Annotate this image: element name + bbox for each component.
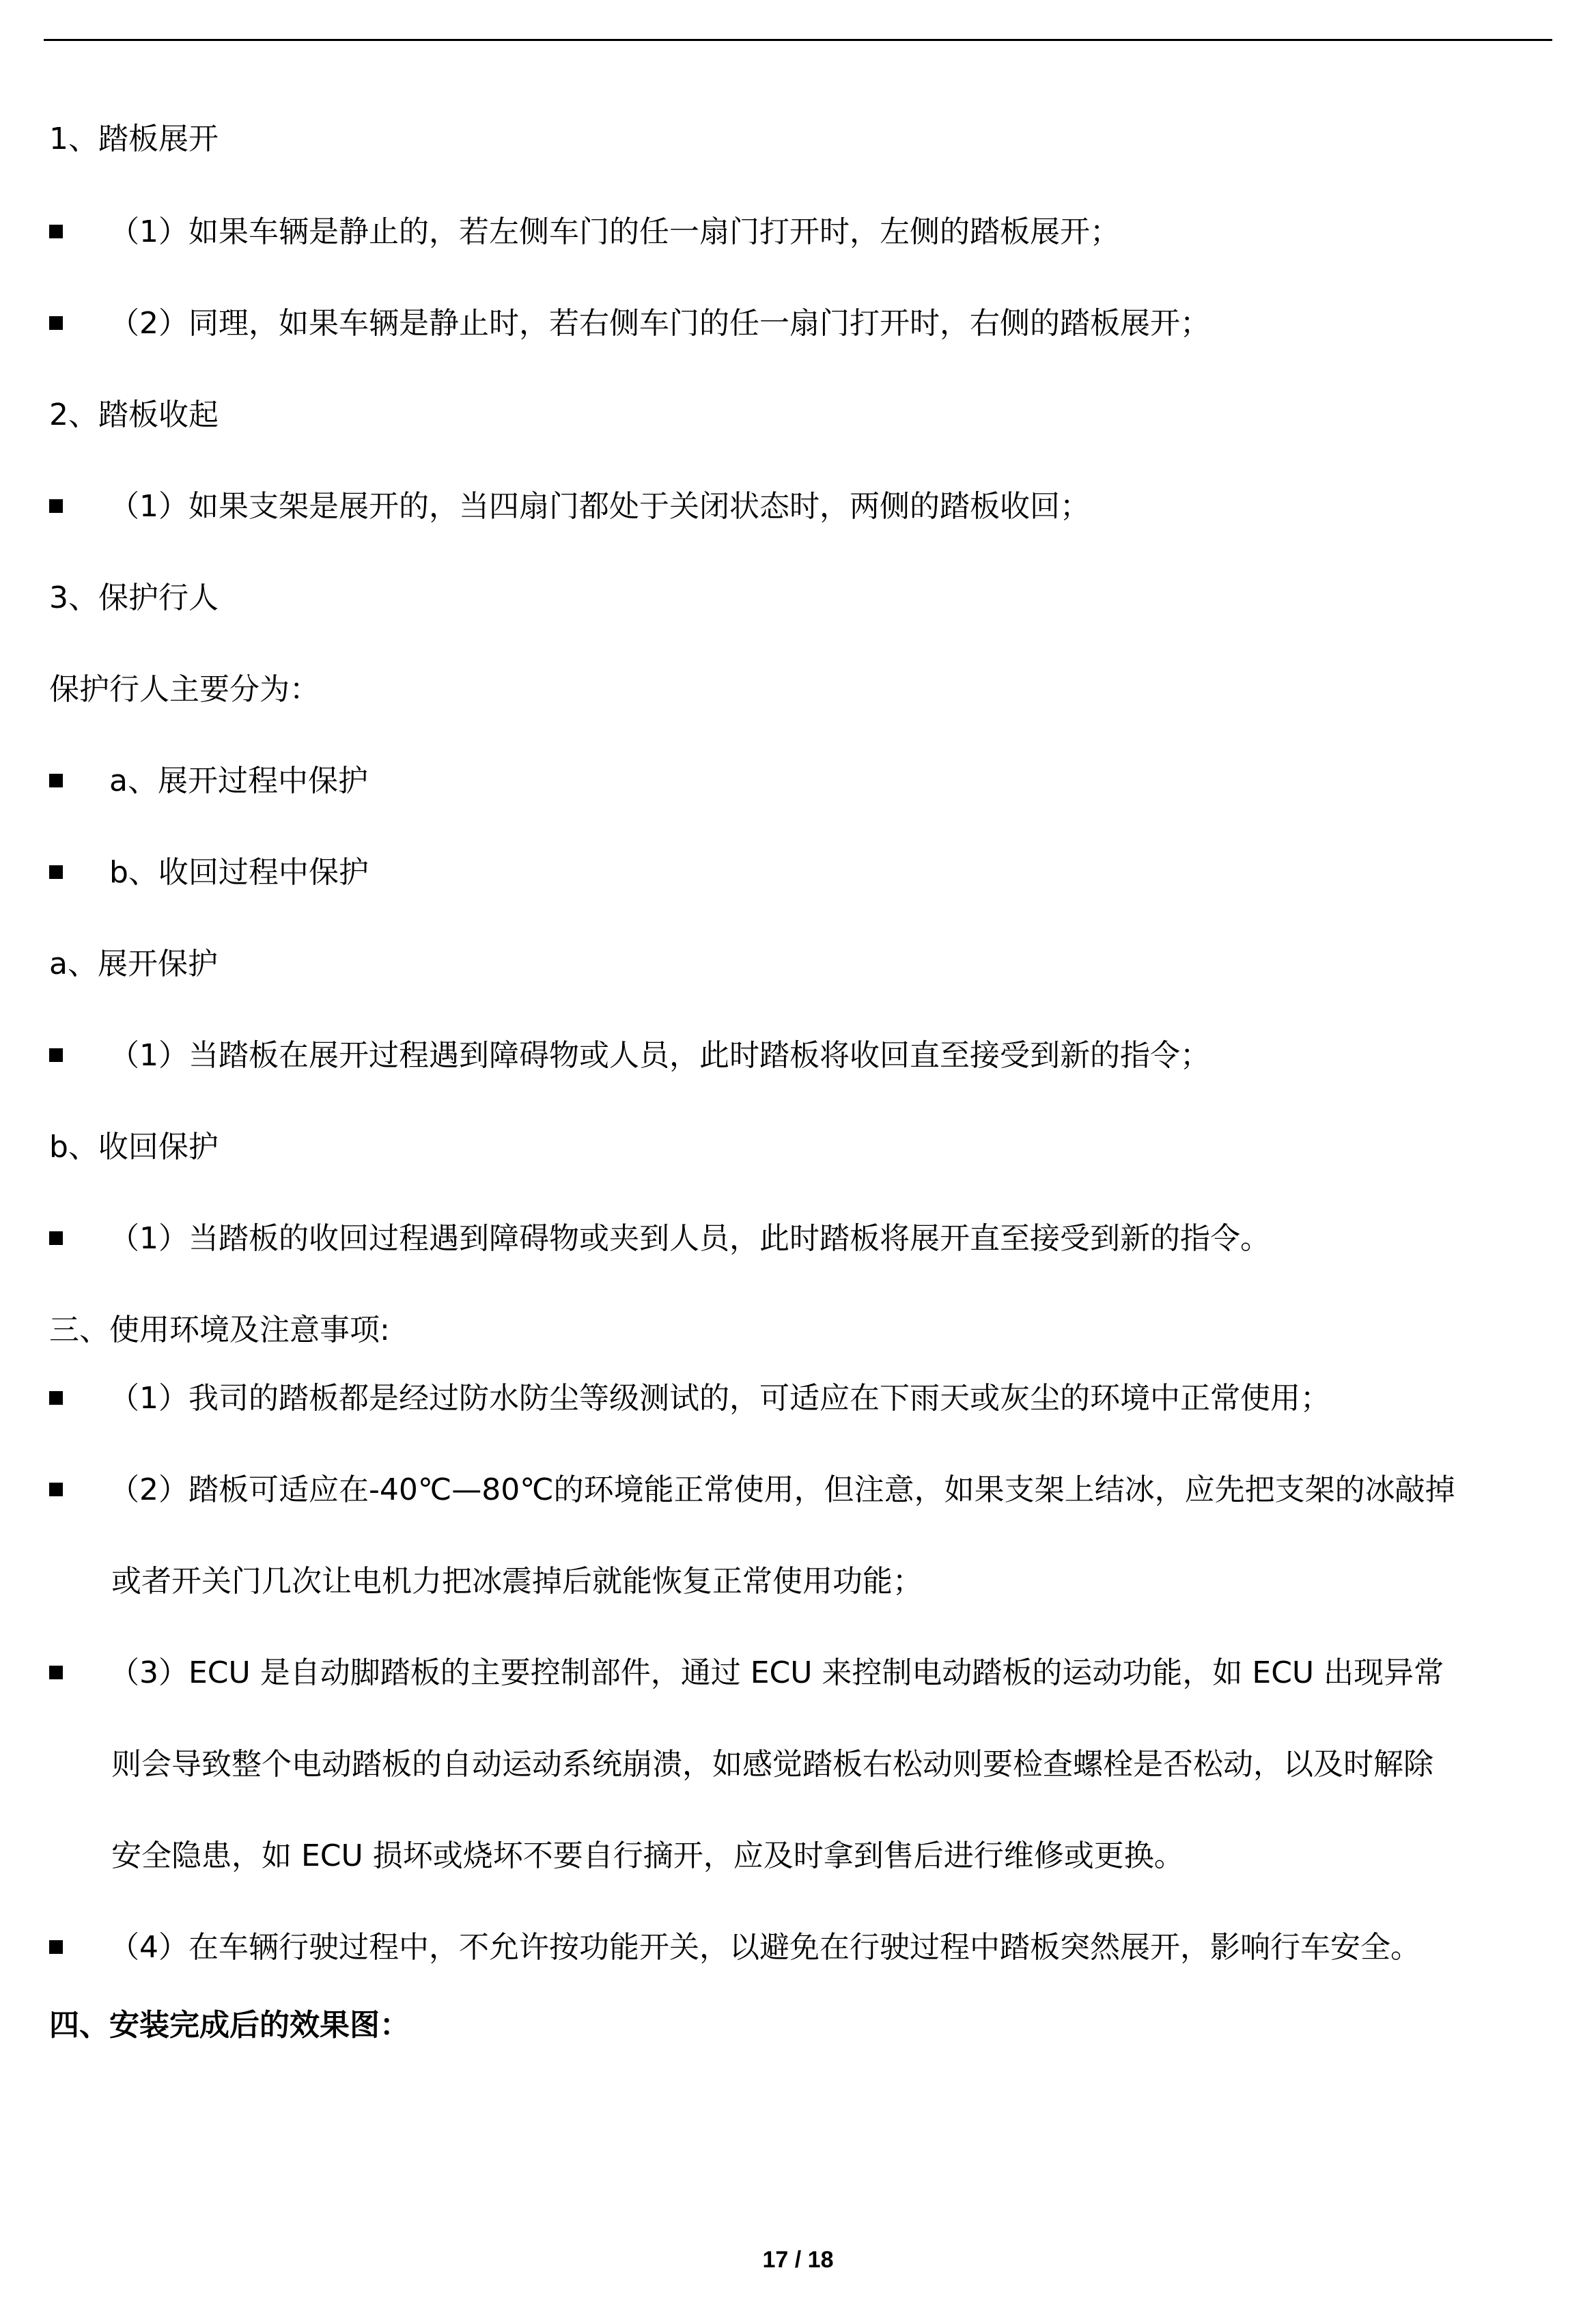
list-item-text: （2）踏板可适应在-40℃—80℃的环境能正常使用，但注意，如果支架上结冰，应先把支架的冰敲掉 (109, 1472, 1455, 1507)
list-item-continuation: 或者开关门几次让电机力把冰震掉后就能恢复正常使用功能； (111, 1564, 923, 1599)
list-item-text: a、展开过程中保护 (109, 764, 368, 798)
subheading-deploy-protection: a、展开保护 (49, 947, 218, 981)
section-heading-installation-result: 四、安装完成后的效果图： (49, 2008, 410, 2043)
bullet-square-icon (49, 865, 63, 879)
section-heading-pedal-deploy: 1、踏板展开 (49, 122, 219, 156)
bullet-square-icon (49, 225, 63, 238)
bullet-square-icon (49, 774, 63, 787)
list-item-text: （2）同理，如果车辆是静止时，若右侧车门的任一扇门打开时，右侧的踏板展开； (109, 306, 1210, 341)
paragraph-protection-intro: 保护行人主要分为： (49, 672, 320, 707)
list-item-text: b、收回过程中保护 (109, 855, 369, 890)
section-heading-pedal-retract: 2、踏板收起 (49, 397, 219, 432)
list-item-text: （1）我司的踏板都是经过防水防尘等级测试的，可适应在下雨天或灰尘的环境中正常使用； (109, 1381, 1330, 1416)
section-heading-environment: 三、使用环境及注意事项: (49, 1313, 390, 1347)
list-item-text: （1）当踏板在展开过程遇到障碍物或人员，此时踏板将收回直至接受到新的指令； (109, 1038, 1210, 1073)
section-heading-pedestrian-protection: 3、保护行人 (49, 580, 219, 615)
bullet-square-icon (49, 1231, 63, 1245)
list-item-text: （3）ECU 是自动脚踏板的主要控制部件，通过 ECU 来控制电动踏板的运动功能，如 ECU 出现异常 (109, 1655, 1444, 1690)
bullet-square-icon (49, 1391, 63, 1405)
bullet-square-icon (49, 1666, 63, 1679)
bullet-square-icon (49, 1483, 63, 1496)
list-item-text: （1）如果支架是展开的，当四扇门都处于关闭状态时，两侧的踏板收回； (109, 489, 1090, 524)
list-item-continuation: 则会导致整个电动踏板的自动运动系统崩溃，如感觉踏板右松动则要检查螺栓是否松动，以及时解除 (111, 1747, 1433, 1782)
page-number: 17 / 18 (762, 2247, 834, 2273)
list-item-continuation: 安全隐患，如 ECU 损坏或烧坏不要自行摘开，应及时拿到售后进行维修或更换。 (111, 1838, 1184, 1873)
subheading-retract-protection: b、收回保护 (49, 1130, 219, 1164)
bullet-square-icon (49, 499, 63, 513)
bullet-square-icon (49, 1048, 63, 1062)
list-item-text: （1）如果车辆是静止的，若左侧车门的任一扇门打开时，左侧的踏板展开； (109, 214, 1120, 249)
bullet-square-icon (49, 316, 63, 330)
list-item-text: （1）当踏板的收回过程遇到障碍物或夹到人员，此时踏板将展开直至接受到新的指令。 (109, 1221, 1270, 1256)
header-rule (44, 39, 1552, 41)
bullet-square-icon (49, 1940, 63, 1954)
list-item-text: （4）在车辆行驶过程中，不允许按功能开关，以避免在行驶过程中踏板突然展开，影响行车安全。 (109, 1930, 1420, 1965)
